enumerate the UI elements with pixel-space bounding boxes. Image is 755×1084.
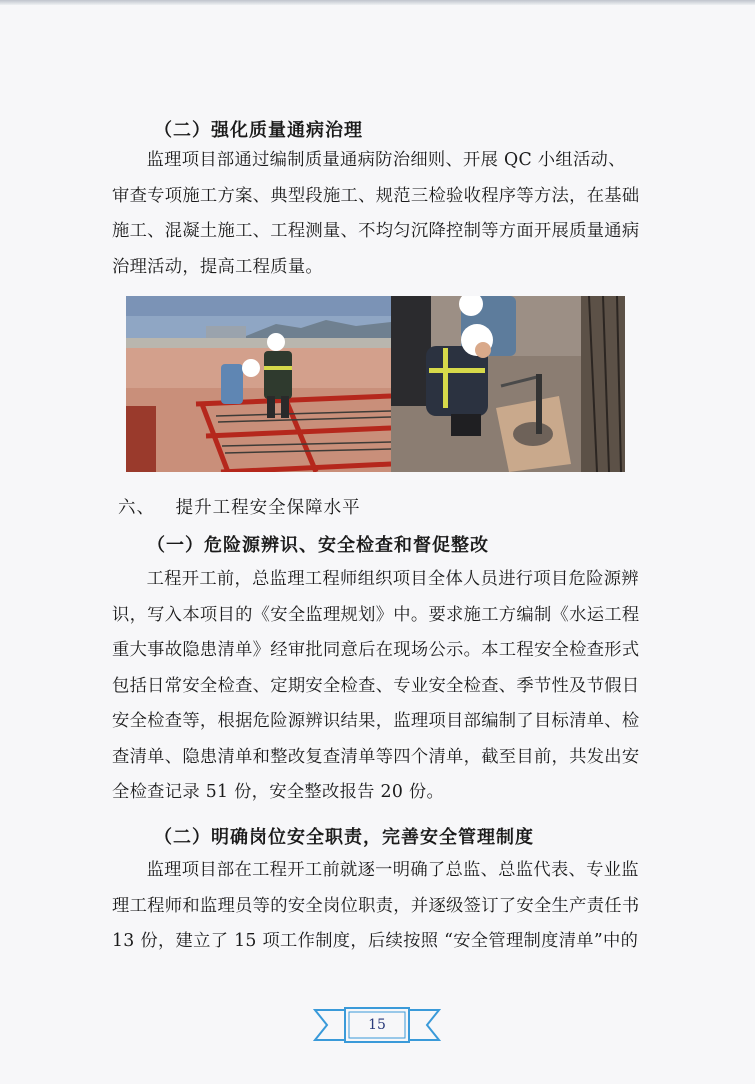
paragraph-hazard: 工程开工前，总监理工程师组织项目全体人员进行项目危险源辨识，写入本项目的《安全监理规划》中。要求施工方编制《水运工程重大事故隐患清单》经审批同意后在现场公示。本工程安全检查形式包括日常安全检查、定期安全检查、专业安全检查、季节性及节假日安全检查等，根据危险源辨识结果，监理项目部编制了目标清单、检查清单、隐患清单和整改复查清单等四个清单，截至目前，共发出安全检查记录 51 份，安全整改报告 20 份。: [112, 569, 640, 802]
section-title: 提升工程安全保障水平: [175, 498, 361, 518]
concrete-test-photo: [391, 296, 625, 472]
paragraph-responsibility: 监理项目部在工程开工前就逐一明确了总监、总监代表、专业监理工程师和监理员等的安全岗位职责，并逐级签订了安全生产责任书 13 份，建立了 15 项工作制度，后续按照 “安全管理制度清单”中的: [112, 860, 640, 951]
scan-top-edge: [0, 0, 755, 5]
subheading-hazard: （一）危险源辨识、安全检查和督促整改: [147, 535, 489, 556]
section-heading-six: [118, 494, 361, 519]
subheading-quality: （二）强化质量通病治理: [154, 120, 363, 141]
rebar-inspection-photo: [126, 296, 391, 472]
subheading-responsibility: （二）明确岗位安全职责，完善安全管理制度: [154, 827, 534, 848]
paragraph-quality: 监理项目部通过编制质量通病防治细则、开展 QC 小组活动、审查专项施工方案、典型段施工、规范三检验收程序等方法，在基础施工、混凝土施工、工程测量、不均匀沉降控制等方面开展质量通病治理活动，提高工程质量。: [112, 150, 640, 277]
page-number: 15: [368, 1017, 386, 1033]
section-number: 六、: [118, 498, 155, 518]
